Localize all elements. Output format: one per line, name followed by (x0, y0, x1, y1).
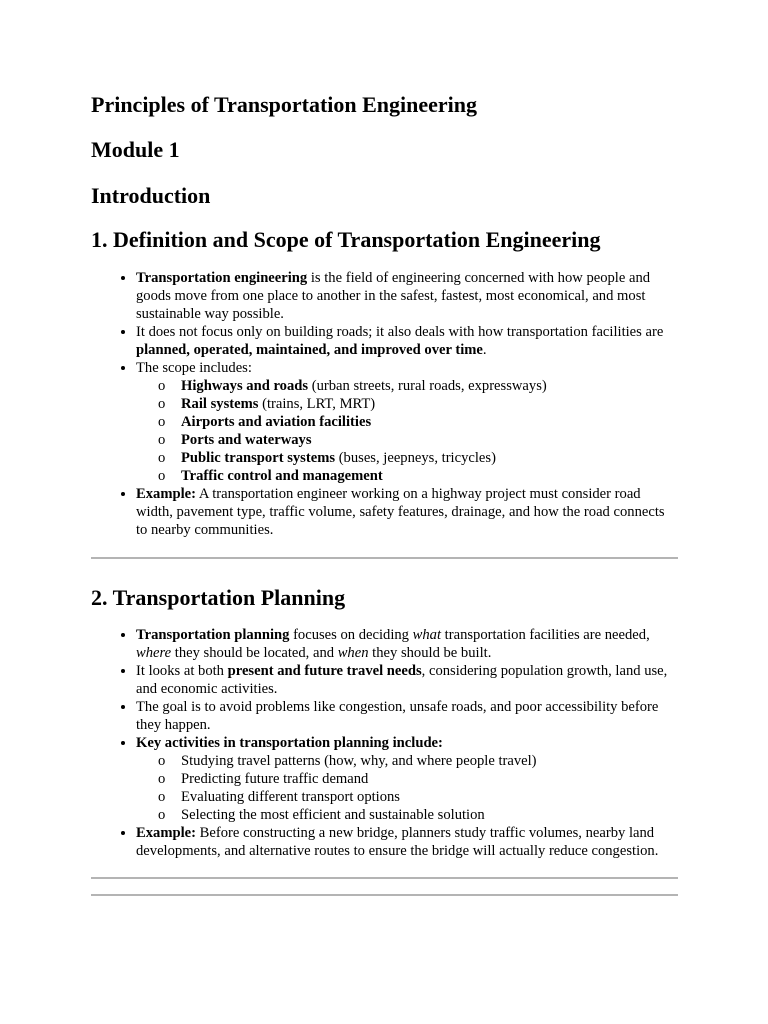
item-text: transportation facilities are needed, (441, 626, 650, 643)
bold-term: Traffic control and management (181, 467, 383, 484)
bold-term: Transportation engineering (136, 269, 308, 286)
document-content (91, 92, 678, 896)
item-text: . (482, 341, 487, 358)
bold-term: Highways and roads (181, 377, 309, 394)
item-text: they should be located, and (171, 644, 338, 661)
list-item (136, 359, 678, 485)
sublist-item: o Studying travel patterns (how, why, and where people travel) (181, 752, 678, 770)
item-text: (trains, LRT, MRT) (258, 395, 376, 412)
list-item (136, 269, 678, 323)
item-text: It does not focus only on building roads; it also deals with how transportation facilities are (136, 323, 664, 340)
bold-term: Ports and waterways (181, 431, 312, 448)
sublist-item (181, 431, 678, 449)
horizontal-divider (91, 557, 678, 559)
item-text: they should be built. (368, 644, 492, 661)
item-text: The goal is to avoid problems like congestion, unsafe roads, and poor accessibility before they happen. (136, 698, 659, 733)
example-label: Example: (136, 485, 196, 502)
document-title: Principles of Transportation Engineering (91, 92, 478, 117)
item-text: It looks at both (136, 662, 228, 679)
bold-term: Key activities in transportation planning include: (136, 734, 443, 751)
section-2-heading: 2. Transportation Planning (91, 584, 346, 610)
item-text: focuses on deciding (289, 626, 413, 643)
sublist-item (181, 467, 678, 485)
sublist-item (181, 395, 678, 413)
sublist-item: o Predicting future traffic demand (181, 770, 678, 788)
sublist-item (181, 449, 678, 467)
bold-term: present and future travel needs (227, 662, 422, 679)
list-item (136, 698, 678, 734)
item-text: is the field of engineering concerned with how people and goods move from one place to another in the safest, fastest, most economical, and most sustainable way possible. (136, 269, 651, 322)
bold-term: Transportation planning (136, 626, 290, 643)
activities-sublist (136, 752, 678, 824)
sublist-item (181, 413, 678, 431)
item-text: , considering population growth, land use, and economic activities. (136, 662, 668, 697)
sublist-item (181, 377, 678, 395)
item-text: Before constructing a new bridge, planners study traffic volumes, nearby land developments, and alternative routes to ensure the bridge will actually reduce congestion. (136, 824, 659, 859)
item-text: A transportation engineer working on a highway project must consider road width, pavement type, traffic volume, safety features, drainage, and how the road connects to nearby communities. (136, 485, 665, 538)
italic-word: when (337, 644, 369, 661)
bold-term: planned, operated, maintained, and improved over time (136, 341, 483, 358)
list-item (136, 734, 678, 824)
item-text: (buses, jeepneys, tricycles) (335, 449, 496, 466)
sublist-item: o Selecting the most efficient and sustainable solution (181, 806, 678, 824)
section-1-heading: 1. Definition and Scope of Transportation Engineering (91, 227, 601, 253)
sublist-item: o Evaluating different transport options (181, 788, 678, 806)
item-text: (urban streets, rural roads, expressways) (308, 377, 547, 394)
section-2-list (91, 626, 678, 860)
bold-term: Public transport systems (181, 449, 336, 466)
italic-word: where (136, 644, 172, 661)
list-item (136, 662, 678, 698)
italic-word: what (412, 626, 442, 643)
list-item (136, 626, 678, 662)
bold-term: Rail systems (181, 395, 259, 412)
module-heading: Module 1 (91, 137, 180, 163)
list-item (136, 323, 678, 359)
horizontal-divider (91, 877, 678, 879)
horizontal-divider (91, 894, 678, 896)
list-item (136, 485, 678, 539)
example-label: Example: (136, 824, 196, 841)
bold-term: Airports and aviation facilities (181, 413, 372, 430)
list-item (136, 824, 678, 860)
section-1-list (91, 269, 678, 539)
item-text: The scope includes: (136, 359, 252, 376)
introduction-heading: Introduction (91, 182, 211, 208)
scope-sublist (136, 377, 678, 485)
